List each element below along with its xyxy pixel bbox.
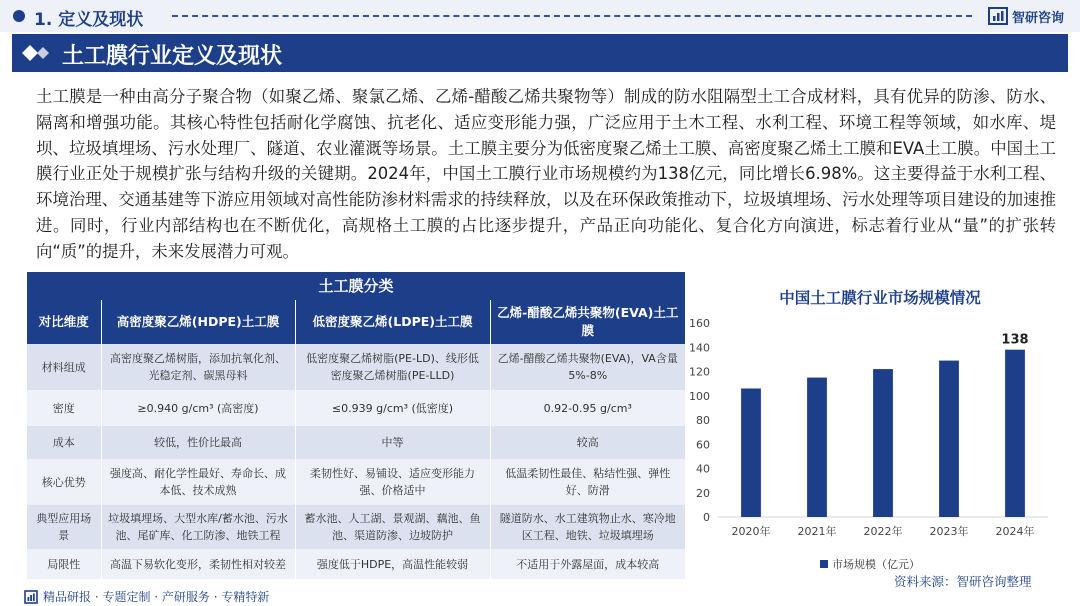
legend-label: 市场规模（亿元）	[832, 558, 920, 571]
row-label: 核心优势	[27, 459, 101, 505]
x-tick-label: 2020年	[731, 525, 771, 538]
y-tick-label: 120	[689, 365, 710, 379]
x-tick-label: 2024年	[995, 525, 1035, 538]
brand-name: 智研咨询	[1012, 10, 1065, 26]
x-tick-label: 2021年	[797, 525, 837, 538]
page-title: 土工膜行业定义及现状	[62, 44, 283, 69]
row-label: 密度	[27, 390, 101, 426]
bar	[873, 369, 893, 517]
brand-logo	[988, 6, 1064, 26]
bar	[807, 378, 827, 517]
row-label: 材料组成	[27, 344, 101, 390]
x-tick-label: 2022年	[863, 525, 903, 538]
table-row	[27, 426, 685, 459]
dashed-divider	[172, 15, 972, 17]
y-tick-label: 160	[689, 317, 710, 330]
table-cell: 强度高、耐化学性最好、寿命长、成本低、技术成熟	[101, 459, 295, 505]
row-label: 典型应用场景	[27, 505, 101, 549]
table-cell: 较高	[490, 426, 685, 459]
table-cell: 0.92-0.95 g/cm³	[490, 390, 685, 426]
bar	[741, 388, 761, 517]
brand-logo-icon	[988, 6, 1008, 26]
table-header-row	[27, 300, 685, 344]
table-cell: 隧道防水、水工建筑物止水、寒冷地区工程、地铁、垃圾填埋场	[490, 505, 685, 549]
y-tick-label: 80	[696, 414, 710, 427]
bar	[1005, 350, 1025, 517]
table-row	[27, 505, 685, 549]
table-cell: 蓄水池、人工湖、景观湖、藕池、鱼池、渠道防渗、边坡防护	[295, 505, 490, 549]
table-cell: 高温下易软化变形，柔韧性相对较差	[101, 549, 295, 579]
classification-table	[27, 272, 685, 579]
table-row	[27, 549, 685, 579]
table-cell: 低密度聚乙烯树脂(PE-LD)、线形低密度聚乙烯树脂(PE-LLD)	[295, 344, 490, 390]
x-tick-label: 2023年	[929, 525, 969, 538]
y-tick-label: 40	[696, 462, 710, 476]
column-header: 乙烯-醋酸乙烯共聚物(EVA)土工膜	[490, 300, 685, 344]
row-label: 局限性	[27, 549, 101, 579]
table-row	[27, 390, 685, 426]
table-cell: 垃圾填埋场、大型水库/蓄水池、污水池、尾矿库、化工防渗、地铁工程	[101, 505, 295, 549]
y-tick-label: 60	[696, 438, 710, 452]
data-source: 资料来源：智研咨询整理	[894, 574, 1032, 589]
column-header: 高密度聚乙烯(HDPE)土工膜	[101, 300, 295, 344]
table-cell: 强度低于HDPE，高温性能较弱	[295, 549, 490, 579]
table-cell: ≥0.940 g/cm³ (高密度)	[101, 390, 295, 426]
bar-chart	[680, 305, 1060, 555]
y-tick-label: 0	[703, 511, 710, 524]
table-row	[27, 459, 685, 505]
section-header	[0, 0, 1080, 32]
table-cell: 较低，性价比最高	[101, 426, 295, 459]
comparison-table	[27, 300, 685, 579]
bar	[939, 361, 959, 517]
y-tick-label: 100	[689, 389, 710, 403]
y-tick-label: 20	[696, 486, 710, 500]
table-cell: ≤0.939 g/cm³ (低密度)	[295, 390, 490, 426]
table-cell: 不适用于外露屋面，成本较高	[490, 549, 685, 579]
table-cell: 乙烯-醋酸乙烯共聚物(EVA)，VA含量5%-8%	[490, 344, 685, 390]
column-header: 对比维度	[27, 300, 101, 344]
footer	[24, 588, 269, 605]
chart-legend	[820, 556, 920, 572]
diamond-bullets-icon	[22, 45, 52, 61]
title-banner	[12, 34, 1068, 72]
footer-services: 精品研报 · 专题定制 · 产研服务 · 专精特新	[43, 590, 270, 604]
column-header: 低密度聚乙烯(LDPE)土工膜	[295, 300, 490, 344]
table-cell: 柔韧性好、易铺设、适应变形能力强、价格适中	[295, 459, 490, 505]
row-label: 成本	[27, 426, 101, 459]
table-cell: 中等	[295, 426, 490, 459]
table-cell: 高密度聚乙烯树脂，添加抗氧化剂、光稳定剂、碳黑母料	[101, 344, 295, 390]
footer-logo-icon	[24, 590, 38, 604]
bullet-dot-icon	[13, 10, 25, 22]
y-tick-label: 140	[689, 341, 710, 355]
intro-paragraph: 土工膜是一种由高分子聚合物（如聚乙烯、聚氯乙烯、乙烯-醋酸乙烯共聚物等）制成的防水阻隔型土工合成材料，具有优异的防渗、防水、隔离和增强功能。其核心特性包括耐化学腐蚀、抗老化、适应变形能力强，广泛应用于土木工程、水利工程、环境工程等领域，如水库、堤坝、垃圾填埋场、污水处理厂、隧道、农业灌溉等场景。土工膜主要分为低密度聚乙烯土工膜、高密度聚乙烯土工膜和EVA土工膜。中国土工膜行业正处于规模扩张与结构升级的关键期。2024年，中国土工膜行业市场规模约为138亿元，同比增长6.98%。这主要得益于水利工程、环境治理、交通基建等下游应用领域对高性能防渗材料需求的持续释放，以及在环保政策推动下，垃圾填埋场、污水处理等项目建设的加速推进。同时，行业内部结构也在不断优化，高规格土工膜的占比逐步提升，产品正向功能化、复合化方向演进，标志着行业从“量”的扩张转向“质”的提升，未来发展潜力可观。	[36, 87, 1056, 261]
data-label: 138	[1001, 332, 1029, 348]
table-cell: 低温柔韧性最佳、粘结性强、弹性好、防滑	[490, 459, 685, 505]
table-caption: 土工膜分类	[27, 272, 685, 300]
chart-title: 中国土工膜行业市场规模情况	[779, 289, 981, 307]
legend-swatch-icon	[820, 560, 828, 568]
section-title: 1. 定义及现状	[34, 10, 144, 30]
table-row	[27, 344, 685, 390]
